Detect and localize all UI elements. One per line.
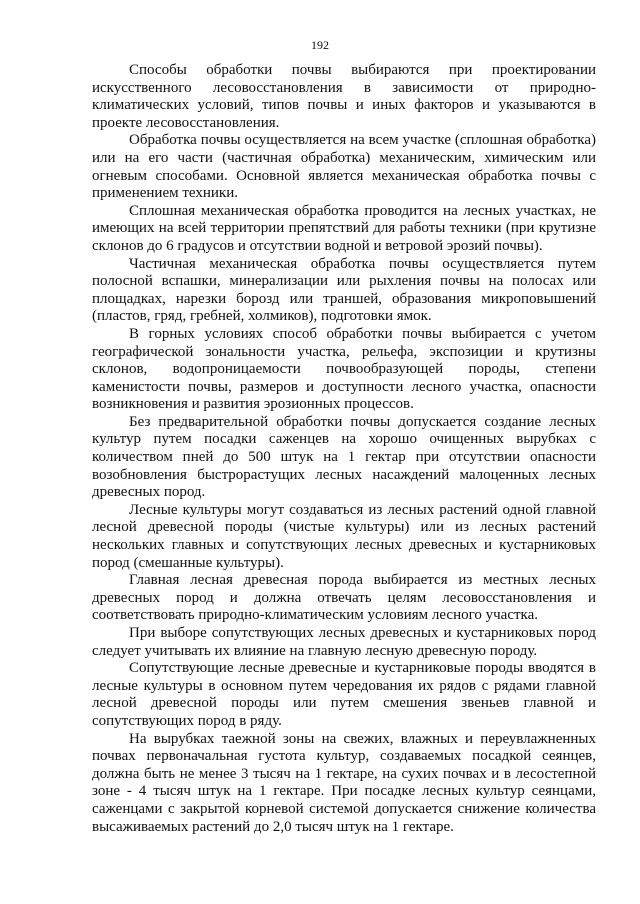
- paragraph: При выборе сопутствующих лесных древесных и кустарниковых пород следует учитывать их влияние на главную лесную древесную породу.: [92, 625, 596, 659]
- paragraph: Без предварительной обработки почвы допускается создание лесных культур путем посадки саженцев на хорошо очищенных вырубках с количеством пней до 500 штук на 1 гектар при отсутствии опасности возобновления быстрорастущих лесных насаждений малоценных лесных древесных пород.: [92, 413, 596, 501]
- paragraph: Способы обработки почвы выбираются при проектировании искусственного лесовосстановления в зависимости от природно-климатических условий, типов почвы и иных факторов и указываются в проекте лесовосстановления.: [92, 62, 596, 131]
- document-body: [92, 62, 596, 836]
- paragraph: Обработка почвы осуществляется на всем участке (сплошная обработка) или на его части (частичная обработка) механическим, химическим или огневым способами. Основной является механическая обработка почвы с применением техники.: [92, 132, 596, 202]
- paragraph: Главная лесная древесная порода выбирается из местных лесных древесных пород и должна отвечать целям лесовосстановления и соответствовать природно-климатическим условиям лесного участка.: [92, 572, 596, 624]
- paragraph: Сопутствующие лесные древесные и кустарниковые породы вводятся в лесные культуры в основном путем чередования их рядов с рядами главной лесной древесной породы или путем смешения звеньев главной и сопутствующих пород в ряду.: [92, 660, 596, 729]
- page-number: 192: [311, 38, 329, 52]
- paragraph: Лесные культуры могут создаваться из лесных растений одной главной лесной древесной породы (чистые культуры) или из лесных растений нескольких главных и сопутствующих лесных древесных и кустарниковых пород (смешанные культуры).: [92, 501, 596, 571]
- paragraph: В горных условиях способ обработки почвы выбирается с учетом географической зональности участка, рельефа, экспозиции и крутизны склонов, водопроницаемости почвообразующей породы, степени каменистости почвы, размеров и доступности лесного участка, опасности возникновения и развития эрозионных процессов.: [92, 325, 596, 413]
- paragraph: На вырубках таежной зоны на свежих, влажных и переувлажненных почвах первоначальная густота культур, создаваемых посадкой сеянцев, должна быть не менее 3 тысяч на 1 гектаре, на сухих почвах и в лесостепной зоне - 4 тысяч штук на 1 гектаре. При посадке лесных культур сеянцами, саженцами с закрытой корневой системой допускается снижение количества высаживаемых растений до 2,0 тысяч штук на 1 гектаре.: [92, 730, 596, 835]
- paragraph: Частичная механическая обработка почвы осуществляется путем полосной вспашки, минерализации или рыхления почвы на полосах или площадках, нарезки борозд или траншей, образования микроповышений (пластов, гряд, гребней, холмиков), подготовки ямок.: [92, 255, 596, 325]
- paragraph: Сплошная механическая обработка проводится на лесных участках, не имеющих на всей территории препятствий для работы техники (при крутизне склонов до 6 градусов и отсутствии водной и ветровой эрозий почвы).: [92, 202, 596, 254]
